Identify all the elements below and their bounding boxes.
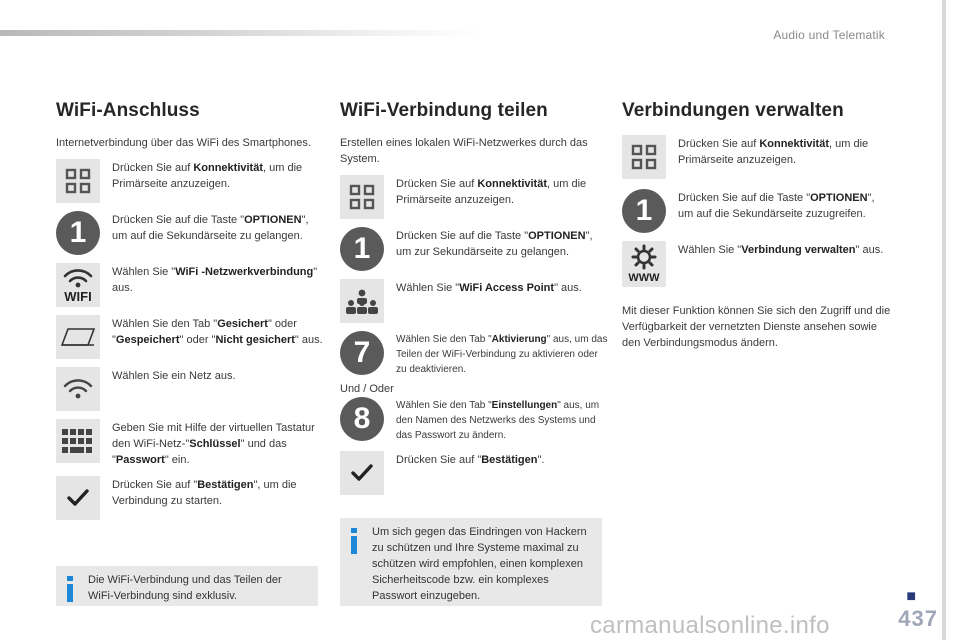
- tabs-icon: [56, 315, 100, 359]
- column-wifi-teilen: [340, 100, 610, 503]
- svg-text:WWW: WWW: [628, 272, 660, 284]
- number-7-icon: 7: [340, 331, 384, 375]
- step-optionen: 1 Drücken Sie auf die Taste "OPTIONEN", um zur Sekundärseite zu gelangen.: [340, 227, 610, 271]
- number-8-icon: 8: [340, 397, 384, 441]
- step-konnektivitaet: Drücken Sie auf Konnektivität, um die Primärseite anzuzeigen.: [340, 175, 610, 219]
- svg-text:WIFI: WIFI: [64, 289, 92, 303]
- wifi-icon: [56, 367, 100, 411]
- step-optionen: 1 Drücken Sie auf die Taste "OPTIONEN", um auf die Sekundärseite zuzugreifen.: [622, 189, 892, 233]
- number-1-icon: 1: [622, 189, 666, 233]
- grid-icon: [340, 175, 384, 219]
- step-tab-gesichert: Wählen Sie den Tab "Gesichert" oder "Gespeichert" oder "Nicht gesichert" aus.: [56, 315, 326, 359]
- note-text: Mit dieser Funktion können Sie sich den Zugriff und die Verfügbarkeit der vernetzten Dienste ansehen sowie den Verbindungsmodus ändern.: [622, 305, 891, 349]
- step-bestaetigen: Drücken Sie auf "Bestätigen".: [340, 451, 610, 495]
- keyboard-icon: [56, 419, 100, 463]
- people-icon: [340, 279, 384, 323]
- step-tastatur: Geben Sie mit Hilfe der virtuellen Tastatur den WiFi-Netz-"Schlüssel" und das "Passwort" ein.: [56, 419, 326, 468]
- grid-icon: [56, 159, 100, 203]
- step-verbindung-verwalten: WWW Wählen Sie "Verbindung verwalten" aus.: [622, 241, 892, 287]
- heading-wifi-anschluss: WiFi-Anschluss: [56, 100, 200, 121]
- page-number: 437: [898, 606, 938, 631]
- info-icon: [348, 528, 366, 559]
- heading-wifi-teilen: WiFi-Verbindung teilen: [340, 100, 548, 121]
- info-box-sicherheit: Um sich gegen das Eindringen von Hackern zu schützen und Ihre Systeme maximal zu schützen wird empfohlen, einen komplexen Sicherheitscode bzw. ein komplexes Passwort einzugeben.: [340, 518, 602, 606]
- step-einstellungen: 8 Wählen Sie den Tab "Einstellungen" aus, um den Namen des Netzwerks des Systems und das Passwort zu ändern.: [340, 397, 610, 443]
- step-bestaetigen: Drücken Sie auf "Bestätigen", um die Verbindung zu starten.: [56, 476, 326, 520]
- watermark: carmanualsonline.info: [590, 612, 830, 639]
- step-konnektivitaet: Drücken Sie auf Konnektivität, um die Primärseite anzuzeigen.: [622, 135, 892, 179]
- page-marker: ■: [906, 588, 916, 605]
- und-oder-label: Und / Oder: [340, 383, 394, 395]
- heading-verbindungen-verwalten: Verbindungen verwalten: [622, 100, 844, 121]
- intro-text: Erstellen eines lokalen WiFi-Netzwerkes durch das System.: [340, 137, 588, 165]
- check-icon: [56, 476, 100, 520]
- step-wifi-netzwerk: WIFI Wählen Sie "WiFi -Netzwerkverbindung" aus.: [56, 263, 326, 307]
- info-icon: [64, 576, 82, 607]
- column-wifi-anschluss: [56, 100, 326, 528]
- step-aktivierung: 7 Wählen Sie den Tab "Aktivierung" aus, um das Teilen der WiFi-Verbindung zu aktivieren oder zu deaktivieren.: [340, 331, 610, 377]
- step-access-point: Wählen Sie "WiFi Access Point" aus.: [340, 279, 610, 323]
- grid-icon: [622, 135, 666, 179]
- column-verbindungen-verwalten: [622, 100, 892, 359]
- header-gradient-bar: [0, 30, 480, 36]
- step-konnektivitaet: Drücken Sie auf Konnektivität, um die Primärseite anzuzeigen.: [56, 159, 326, 203]
- step-netz-waehlen: Wählen Sie ein Netz aus.: [56, 367, 326, 411]
- number-1-icon: 1: [56, 211, 100, 255]
- info-box-exklusiv: Die WiFi-Verbindung und das Teilen der WiFi-Verbindung sind exklusiv.: [56, 566, 318, 606]
- check-icon: [340, 451, 384, 495]
- section-title: Audio und Telematik: [773, 28, 885, 42]
- intro-text: Internetverbindung über das WiFi des Smartphones.: [56, 137, 311, 149]
- step-optionen: 1 Drücken Sie auf die Taste "OPTIONEN", um auf die Sekundärseite zu gelangen.: [56, 211, 326, 255]
- number-1-icon: 1: [340, 227, 384, 271]
- wifi-label-icon: [56, 263, 100, 307]
- side-rule: [942, 0, 946, 640]
- gear-www-icon: [622, 241, 666, 287]
